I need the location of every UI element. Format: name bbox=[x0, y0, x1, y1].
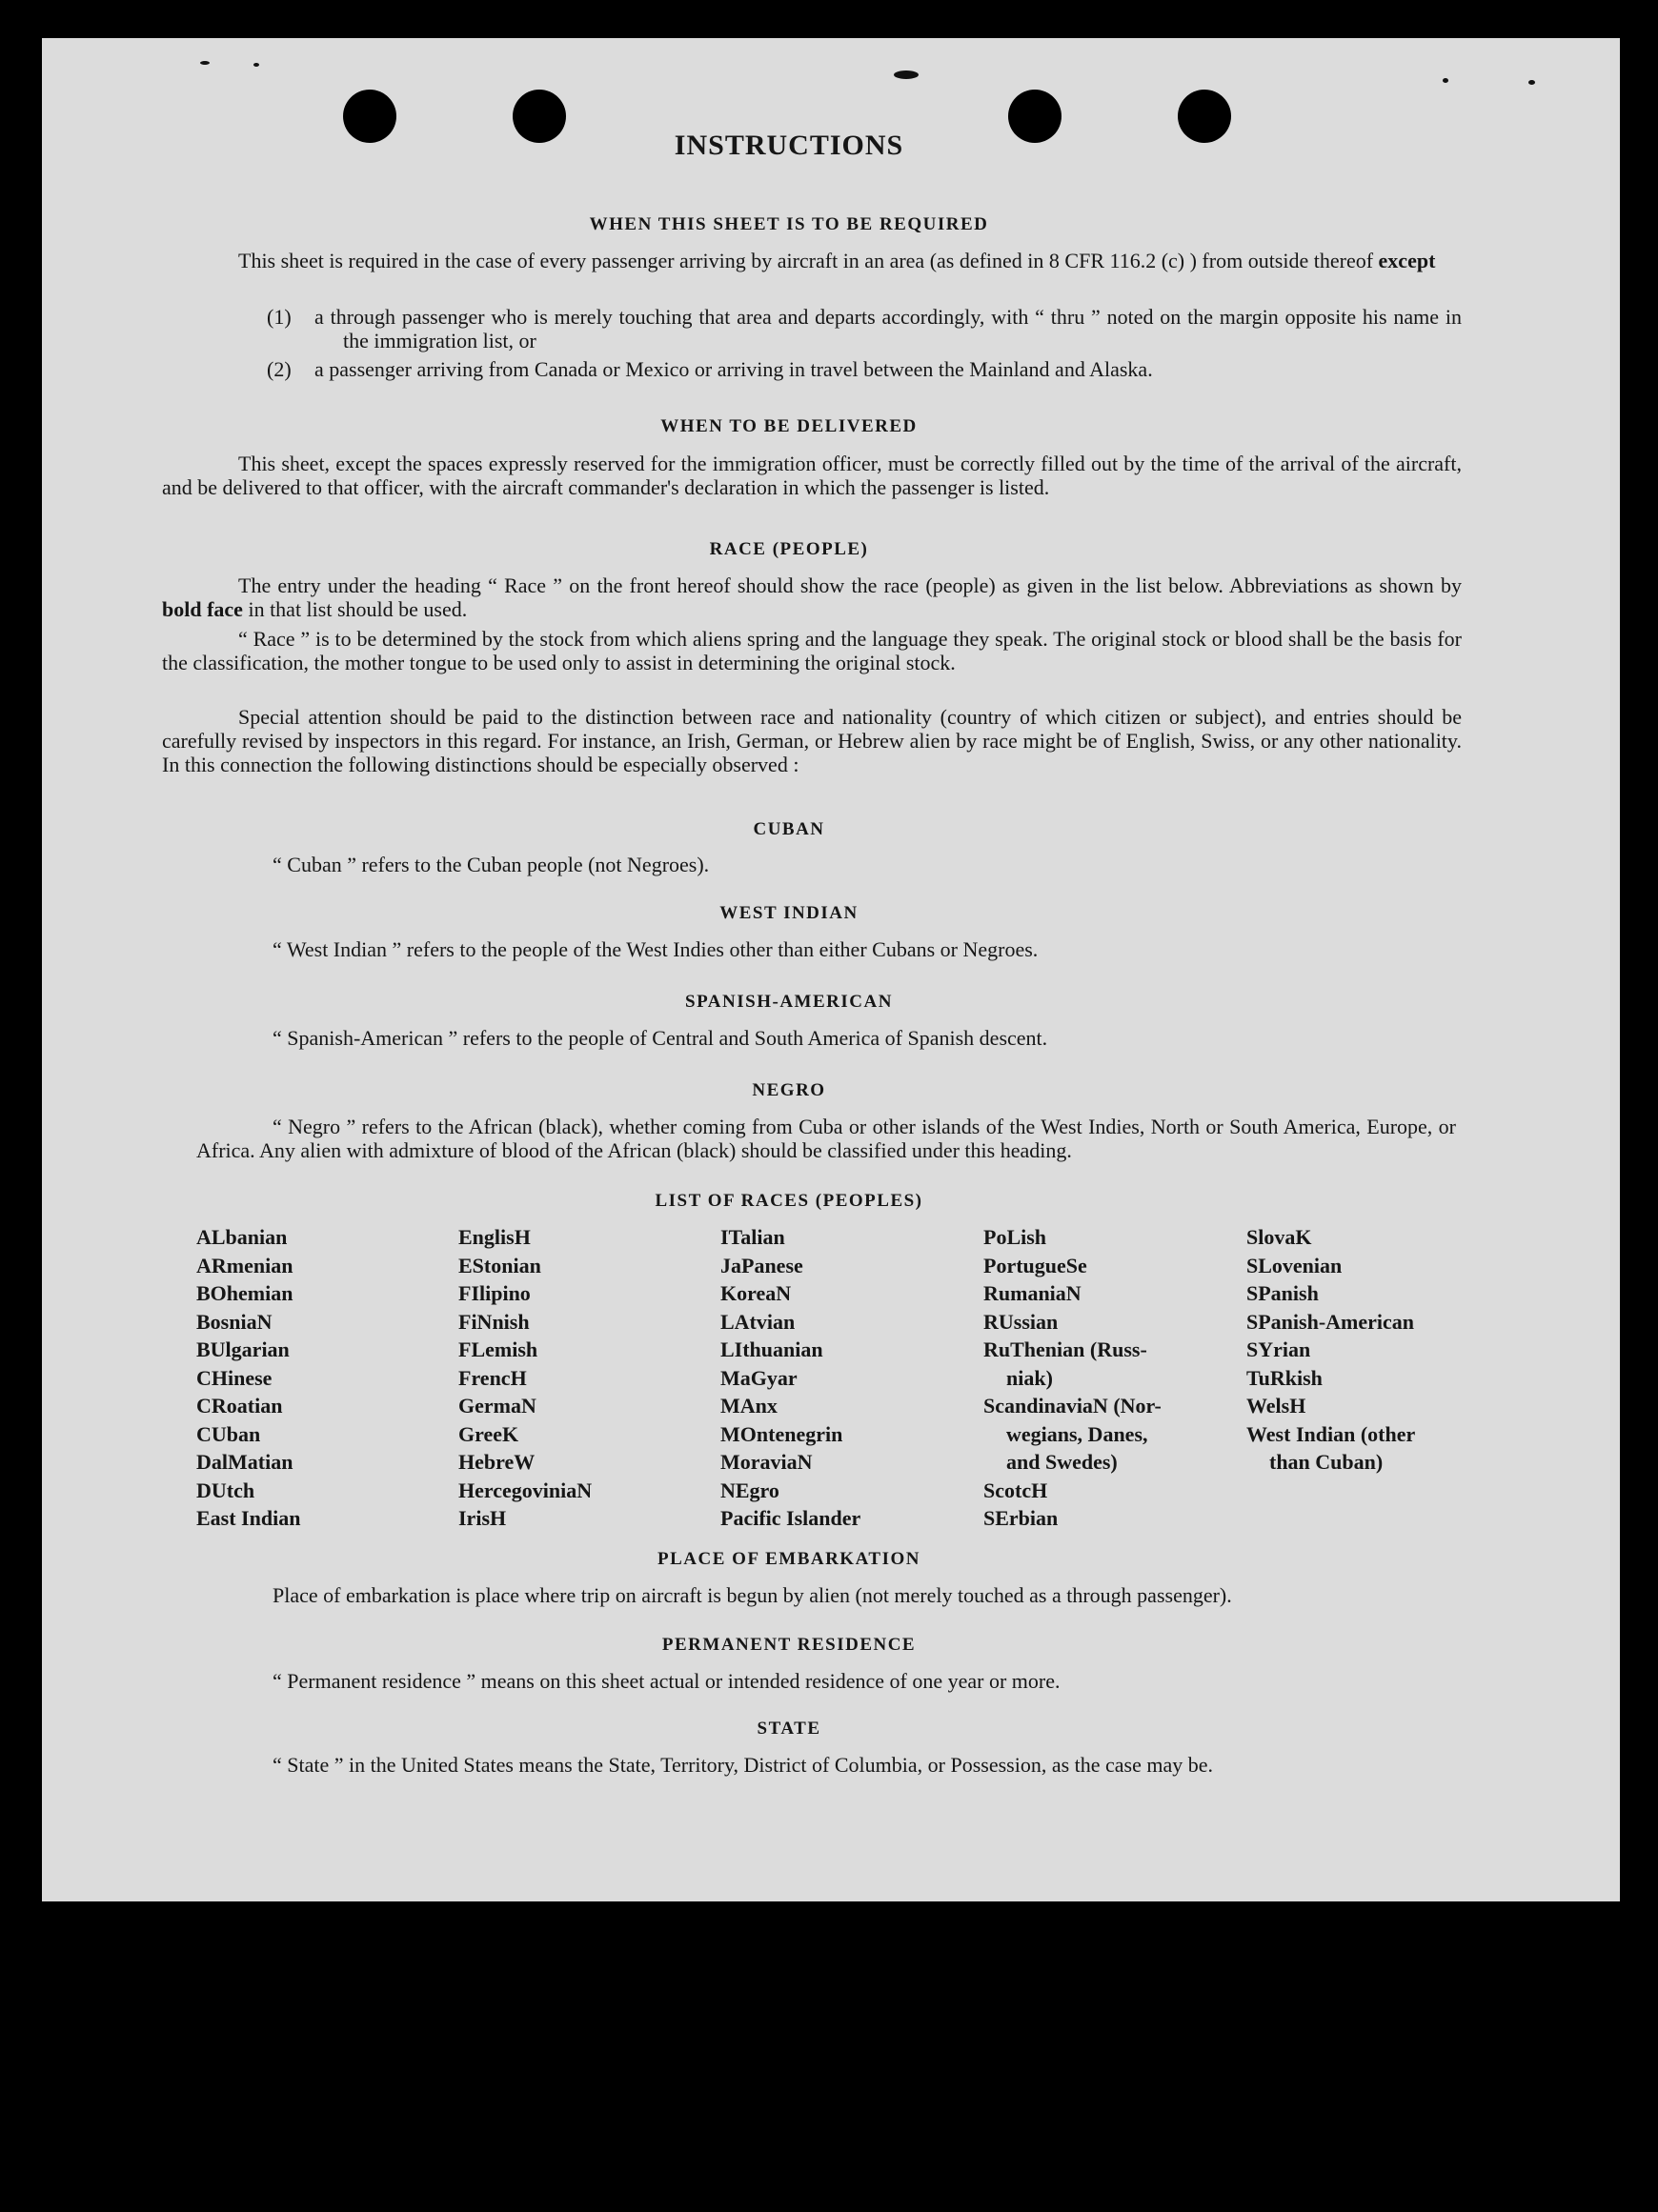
section-heading: CUBAN bbox=[753, 819, 825, 839]
race-column bbox=[196, 1223, 300, 1533]
race-entry: CHinese bbox=[196, 1365, 273, 1390]
paragraph bbox=[162, 573, 1462, 621]
race-entry: CUban bbox=[196, 1421, 261, 1446]
bold-text: except bbox=[1378, 249, 1436, 272]
race-entry: MOntenegrin bbox=[720, 1421, 843, 1446]
race-entry: than Cuban) bbox=[1269, 1450, 1384, 1474]
race-entry: ITalian bbox=[720, 1225, 785, 1249]
race-entry: ALbanian bbox=[196, 1225, 288, 1249]
race-entry: EnglisH bbox=[458, 1225, 531, 1249]
paragraph-text: The entry under the heading “ Race ” on the front hereof should show the race (people) as given in the list below. Abbreviations as shown by bbox=[238, 573, 1462, 597]
item-number: (2) bbox=[267, 357, 292, 381]
race-entry: FiNnish bbox=[458, 1309, 530, 1334]
race-entry: FIlipino bbox=[458, 1281, 531, 1305]
race-entry: DalMatian bbox=[196, 1450, 293, 1474]
list-item bbox=[267, 305, 1462, 352]
race-column bbox=[458, 1223, 592, 1533]
paragraph: “ Negro ” refers to the African (black), whether coming from Cuba or other islands of the West Indies, North or South America, Europe, or Africa. Any alien with admixture of blood of the African (black) should be classified under this heading. bbox=[196, 1115, 1456, 1162]
paragraph-text: in that list should be used. bbox=[248, 597, 468, 621]
race-entry: FLemish bbox=[458, 1337, 538, 1361]
race-entry: West Indian (other bbox=[1246, 1421, 1416, 1446]
section-heading: WHEN TO BE DELIVERED bbox=[660, 416, 918, 436]
section-heading: WEST INDIAN bbox=[719, 903, 859, 923]
section-heading: PERMANENT RESIDENCE bbox=[661, 1635, 917, 1655]
race-entry: IrisH bbox=[458, 1506, 507, 1530]
bold-text: bold face bbox=[162, 597, 243, 621]
race-entry: SLovenian bbox=[1246, 1253, 1343, 1277]
race-entry: SPanish bbox=[1246, 1281, 1319, 1305]
section-heading: NEGRO bbox=[752, 1080, 826, 1100]
race-entry: LAtvian bbox=[720, 1309, 796, 1334]
race-entry: HebreW bbox=[458, 1450, 536, 1474]
race-entry: RumaniaN bbox=[983, 1281, 1082, 1305]
race-entry: East Indian bbox=[196, 1506, 301, 1530]
race-entry: GreeK bbox=[458, 1421, 519, 1446]
race-entry: RUssian bbox=[983, 1309, 1059, 1334]
race-entry: ARmenian bbox=[196, 1253, 293, 1277]
paragraph bbox=[162, 249, 1462, 272]
race-entry: MAnx bbox=[720, 1394, 778, 1418]
section-heading: RACE (PEOPLE) bbox=[709, 539, 869, 559]
race-entry: FrencH bbox=[458, 1365, 527, 1390]
race-entry: SErbian bbox=[983, 1506, 1059, 1530]
race-entry: ScandinaviaN (Nor- bbox=[983, 1394, 1162, 1418]
race-entry: MoraviaN bbox=[720, 1450, 813, 1474]
race-entry: DUtch bbox=[196, 1478, 255, 1502]
race-entry: EStonian bbox=[458, 1253, 541, 1277]
race-entry: CRoatian bbox=[196, 1394, 283, 1418]
section-heading: STATE bbox=[757, 1719, 821, 1739]
section-heading: SPANISH-AMERICAN bbox=[685, 992, 893, 1012]
item-text: a through passenger who is merely touching that area and departs accordingly, with “ thru ” noted on the margin opposite his name in the immigration list, or bbox=[314, 305, 1462, 352]
item-number: (1) bbox=[267, 305, 292, 329]
paragraph: This sheet, except the spaces expressly reserved for the immigration officer, must be correctly filled out by the time of the arrival of the aircraft, and be delivered to that officer, with the aircraft commander's declaration in which the passenger is listed. bbox=[162, 452, 1462, 499]
race-entry: SlovaK bbox=[1246, 1225, 1312, 1249]
item-text: a passenger arriving from Canada or Mexico or arriving in travel between the Mainland and Alaska. bbox=[314, 357, 1153, 381]
race-entry: ScotcH bbox=[983, 1478, 1048, 1502]
race-entry: TuRkish bbox=[1246, 1365, 1323, 1390]
race-column bbox=[1246, 1223, 1415, 1477]
race-entry: BOhemian bbox=[196, 1281, 293, 1305]
paragraph: Special attention should be paid to the distinction between race and nationality (country of which citizen or subject), and entries should be carefully revised by inspectors in this regard. For instance, an Irish, German, or Hebrew alien by race might be of English, Swiss, or any other nationality. In this connection the following distinctions should be especially observed : bbox=[162, 705, 1462, 776]
paragraph: “ West Indian ” refers to the people of the West Indies other than either Cubans or Negroes. bbox=[273, 937, 1039, 961]
race-entry: KoreaN bbox=[720, 1281, 792, 1305]
paragraph: “ Cuban ” refers to the Cuban people (not Negroes). bbox=[273, 853, 710, 876]
paragraph-text: This sheet is required in the case of every passenger arriving by aircraft in an area (as defined in 8 CFR 116.2 (c) ) from outside thereof bbox=[238, 249, 1374, 272]
race-entry: SYrian bbox=[1246, 1337, 1311, 1361]
race-entry: LIthuanian bbox=[720, 1337, 823, 1361]
race-column bbox=[720, 1223, 860, 1533]
paragraph: Place of embarkation is place where trip on aircraft is begun by alien (not merely touched as a through passenger). bbox=[273, 1583, 1232, 1607]
race-entry: NEgro bbox=[720, 1478, 779, 1502]
list-item bbox=[267, 357, 1462, 381]
paragraph: “ Race ” is to be determined by the stock from which aliens spring and the language they speak. The original stock or blood shall be the basis for the classification, the mother tongue to be used only to assist in determining the original stock. bbox=[162, 627, 1462, 674]
page-title: INSTRUCTIONS bbox=[674, 130, 904, 161]
race-entry: and Swedes) bbox=[1006, 1450, 1118, 1474]
race-entry: RuThenian (Russ- bbox=[983, 1337, 1147, 1361]
race-entry: niak) bbox=[1006, 1365, 1053, 1390]
race-entry: BosniaN bbox=[196, 1309, 273, 1334]
race-entry: MaGyar bbox=[720, 1365, 798, 1390]
race-entry: wegians, Danes, bbox=[1006, 1421, 1148, 1446]
race-entry: WelsH bbox=[1246, 1394, 1306, 1418]
paragraph: “ Permanent residence ” means on this sheet actual or intended residence of one year or more. bbox=[273, 1669, 1061, 1693]
race-entry: Pacific Islander bbox=[720, 1506, 861, 1530]
paragraph: “ State ” in the United States means the State, Territory, District of Columbia, or Possession, as the case may be. bbox=[273, 1753, 1214, 1777]
section-heading: PLACE OF EMBARKATION bbox=[657, 1549, 920, 1569]
race-entry: GermaN bbox=[458, 1394, 536, 1418]
race-entry: PortugueSe bbox=[983, 1253, 1087, 1277]
race-entry: PoLish bbox=[983, 1225, 1047, 1249]
race-column bbox=[983, 1223, 1162, 1533]
race-entry: BUlgarian bbox=[196, 1337, 290, 1361]
race-entry: JaPanese bbox=[720, 1253, 803, 1277]
paragraph: “ Spanish-American ” refers to the people of Central and South America of Spanish descent. bbox=[273, 1026, 1048, 1050]
section-heading: LIST OF RACES (PEOPLES) bbox=[655, 1191, 923, 1211]
race-entry: SPanish-American bbox=[1246, 1309, 1414, 1334]
section-heading: WHEN THIS SHEET IS TO BE REQUIRED bbox=[589, 214, 989, 234]
race-entry: HercegoviniaN bbox=[458, 1478, 593, 1502]
document-page bbox=[42, 38, 1620, 1901]
